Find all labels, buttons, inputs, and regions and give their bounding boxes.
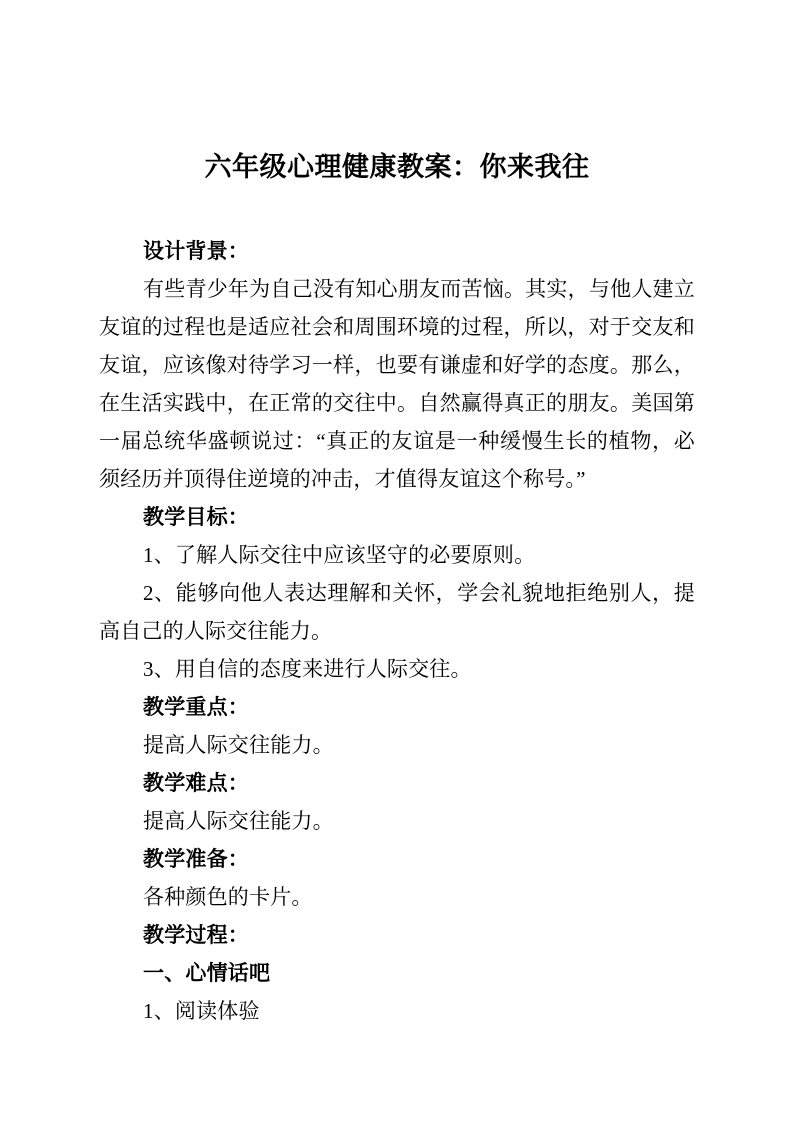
heading-teaching-preparation: 教学准备： [143, 847, 249, 871]
goal-item-1: 1、了解人际交往中应该坚守的必要原则。 [143, 543, 536, 567]
heading-teaching-difficulty: 教学难点： [143, 771, 249, 795]
paragraph-teaching-preparation: 各种颜色的卡片。 [143, 885, 313, 909]
paragraph-design-background: 有些青少年为自己没有知心朋友而苦恼。其实，与他人建立友谊的过程也是适应社会和周围环境的过程，所以，对于交友和友谊，应该像对待学习一样，也要有谦虚和好学的态度。那么，在生活实践中，在正常的交往中。自然赢得真正的朋友。美国第一届总统华盛顿说过：“真正的友谊是一种缓慢生长的植物，必须经历并顶得住逆境的冲击，才值得友谊这个称号。” [99, 277, 695, 491]
heading-teaching-focus: 教学重点： [143, 695, 249, 719]
heading-teaching-process: 教学过程： [143, 923, 249, 947]
heading-teaching-goals: 教学目标： [143, 505, 249, 529]
paragraph-teaching-focus: 提高人际交往能力。 [143, 733, 334, 757]
document-title: 六年级心理健康教案：你来我往 [204, 152, 590, 182]
goal-item-2: 2、能够向他人表达理解和关怀，学会礼貌地拒绝别人，提高自己的人际交往能力。 [99, 581, 695, 643]
heading-section-one-mood-talk: 一、心情话吧 [143, 961, 271, 985]
goal-item-3: 3、用自信的态度来进行人际交往。 [143, 657, 472, 681]
document-body [99, 150, 695, 1030]
paragraph-teaching-difficulty: 提高人际交往能力。 [143, 809, 334, 833]
heading-design-background: 设计背景： [143, 239, 249, 263]
paragraph-reading-experience: 1、阅读体验 [143, 999, 260, 1023]
